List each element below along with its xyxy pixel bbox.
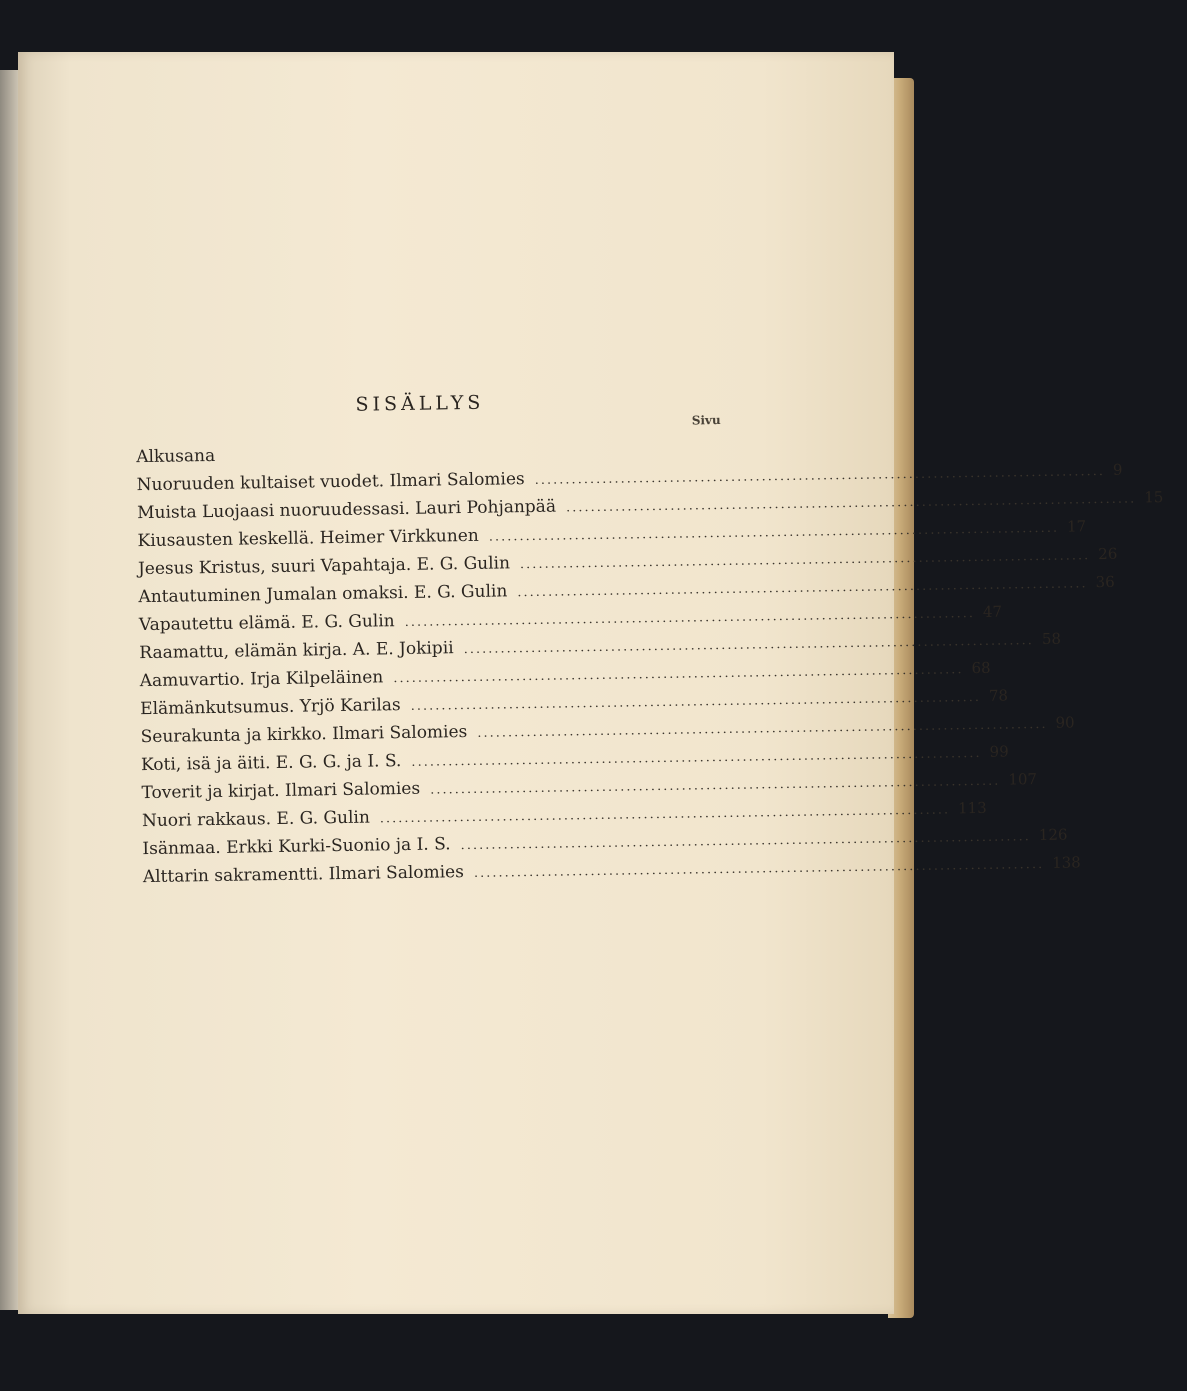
toc-entry-page: 126 — [1038, 825, 1068, 845]
toc-entry-text: Alttarin sakramentti. Ilmari Salomies — [142, 862, 465, 888]
toc-entry-text: Kiusausten keskellä. Heimer Virkkunen — [137, 525, 479, 552]
page-column-header: Sivu — [691, 412, 721, 428]
toc-entry-page: 138 — [1051, 853, 1081, 872]
dot-leader: ............................................................................................. — [463, 633, 1035, 658]
toc-entry-page: 47 — [982, 602, 1003, 621]
toc-title: SISÄLLYS — [355, 391, 485, 416]
dot-leader: ............................................................................................. — [410, 689, 982, 714]
toc-entry-text: Elämänkutsumus. Yrjö Karilas — [140, 695, 401, 720]
dot-leader: ............................................................................................. — [517, 576, 1088, 601]
toc-entry-text: Seurakunta ja kirkko. Ilmari Salomies — [140, 722, 468, 748]
toc-entry-page: 68 — [971, 658, 991, 678]
toc-entry-page: 9 — [1112, 460, 1123, 479]
dot-leader: ............................................................................................. — [534, 463, 1106, 488]
dot-leader: ............................................................................................. — [473, 856, 1045, 881]
toc-entry-page: 99 — [989, 742, 1009, 761]
toc-entry-text: Nuori rakkaus. E. G. Gulin — [141, 807, 370, 832]
dot-leader: ............................................................................................. — [565, 491, 1137, 516]
toc-entry-text: Nuoruuden kultaiset vuodet. Ilmari Salomies — [136, 469, 525, 496]
toc-entry-text: Vapautettu elämä. E. G. Gulin — [138, 611, 395, 636]
toc-entry-text: Jeesus Kristus, suuri Vapahtaja. E. G. Gulin — [137, 553, 511, 580]
toc-entry-text: Muista Luojaasi nuoruudessasi. Lauri Pohjanpää — [136, 496, 557, 524]
dot-leader: ............................................................................................. — [404, 606, 976, 630]
toc-entry-text: Koti, isä ja äiti. E. G. G. ja I. S. — [140, 751, 402, 776]
toc-entry-text: Isänmaa. Erkki Kurki-Suonio ja I. S. — [142, 834, 451, 860]
toc-entry-page: 107 — [1008, 770, 1038, 789]
toc-entry-page: 15 — [1144, 488, 1164, 507]
toc-entry-text: Antautuminen Jumalan omaksi. E. G. Gulin — [138, 581, 508, 608]
toc-entry-page: 78 — [988, 686, 1009, 705]
dot-leader: ............................................................................................. — [460, 829, 1031, 854]
toc-entry-text: Toverit ja kirjat. Ilmari Salomies — [141, 778, 421, 804]
toc-entry-page: 17 — [1066, 517, 1087, 536]
toc-entry-page: 90 — [1055, 713, 1075, 732]
toc-entry-text: Raamattu, elämän kirja. A. E. Jokipii — [139, 638, 454, 664]
toc-entry-text: Aamuvartio. Irja Kilpeläinen — [139, 667, 384, 692]
toc-entry-page: 26 — [1098, 544, 1118, 564]
dot-leader: ............................................................................................. — [488, 520, 1060, 545]
toc-entry-page: 36 — [1095, 572, 1115, 592]
dot-leader: ............................................................................................. — [519, 548, 1091, 573]
toc-entry-page: 58 — [1041, 629, 1062, 648]
toc-entry-text: Alkusana — [136, 445, 216, 468]
dot-leader: ............................................................................................. — [477, 716, 1048, 741]
dot-leader: ............................................................................................. — [379, 802, 951, 827]
table-of-contents — [8, 45, 1164, 1321]
dot-leader: ............................................................................................. — [411, 745, 982, 770]
dot-leader: ............................................................................................. — [393, 662, 964, 687]
book-page — [18, 52, 1164, 1314]
dot-leader: ............................................................................................. — [430, 773, 1001, 798]
toc-entry-page: 113 — [957, 798, 987, 818]
